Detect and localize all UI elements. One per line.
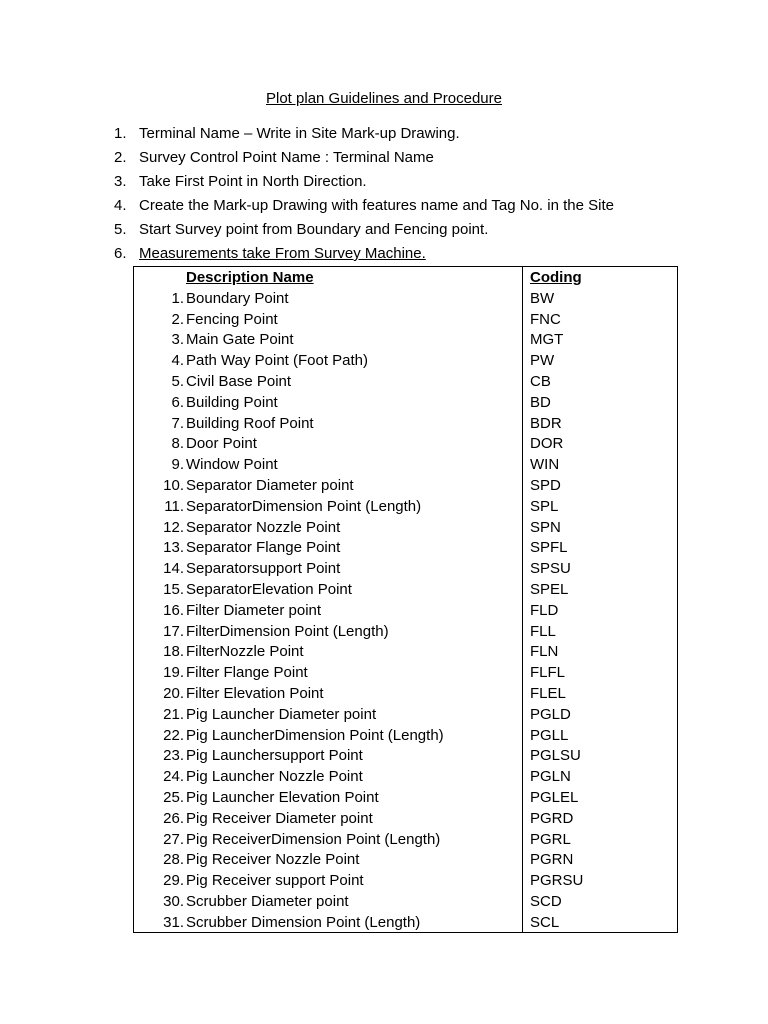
row-number: 22. <box>163 726 184 744</box>
coding-table <box>133 266 678 933</box>
procedure-step <box>114 220 714 244</box>
row-number: 21. <box>163 705 184 723</box>
row-code: FLFL <box>530 664 566 682</box>
row-number: 15. <box>163 581 184 598</box>
table-row <box>134 767 677 788</box>
row-number: 9. <box>171 456 184 474</box>
table-row <box>134 601 677 622</box>
table-row <box>134 393 677 414</box>
row-number: 24. <box>163 768 184 786</box>
row-number: 30. <box>163 893 184 910</box>
step-number: 2. <box>114 149 127 166</box>
row-number: 6. <box>171 393 184 411</box>
row-number: 3. <box>171 331 184 349</box>
row-number: 14. <box>163 560 184 578</box>
row-code: BDR <box>530 414 562 432</box>
table-row <box>134 580 677 601</box>
table-row <box>134 684 677 705</box>
row-number: 31. <box>163 913 184 931</box>
row-description: Door Point <box>186 435 257 453</box>
row-code: PGLSU <box>530 747 581 765</box>
step-text: Survey Control Point Name : Terminal Name <box>139 149 434 166</box>
row-description: FilterDimension Point (Length) <box>186 622 389 640</box>
description-header: Description Name <box>186 269 314 286</box>
row-description: FilterNozzle Point <box>186 643 304 661</box>
row-number: 7. <box>171 414 184 432</box>
row-code: SCL <box>530 913 560 931</box>
row-description: Separatorsupport Point <box>186 560 341 578</box>
row-description: SeparatorDimension Point (Length) <box>186 497 422 515</box>
table-row <box>134 892 677 913</box>
row-description: Scrubber Diameter point <box>186 893 349 910</box>
row-description: Window Point <box>186 456 278 474</box>
row-number: 27. <box>163 830 184 848</box>
row-code: PGLEL <box>530 789 579 806</box>
table-row <box>134 434 677 455</box>
table-row <box>134 726 677 747</box>
step-number: 1. <box>114 125 127 142</box>
row-description: Boundary Point <box>186 289 289 307</box>
row-code: PGLD <box>530 705 571 723</box>
table-row <box>134 372 677 393</box>
document-title: Plot plan Guidelines and Procedure <box>266 90 502 107</box>
row-code: FLD <box>530 601 559 619</box>
row-code: PGLL <box>530 726 569 744</box>
step-number: 6. <box>114 245 127 262</box>
row-description: Pig Receiver Diameter point <box>186 809 373 827</box>
row-description: Filter Diameter point <box>186 601 322 619</box>
table-row <box>134 518 677 539</box>
row-code: SPEL <box>530 581 569 598</box>
table-row <box>134 830 677 851</box>
table-row <box>134 913 677 934</box>
row-number: 12. <box>163 518 184 536</box>
row-number: 18. <box>163 643 184 661</box>
row-number: 16. <box>163 601 184 619</box>
row-number: 13. <box>163 539 184 557</box>
row-description: Path Way Point (Foot Path) <box>186 352 369 370</box>
row-number: 29. <box>163 872 184 890</box>
row-number: 4. <box>171 352 184 370</box>
row-description: Pig ReceiverDimension Point (Length) <box>186 830 441 848</box>
row-code: SPD <box>530 477 561 494</box>
table-row <box>134 850 677 871</box>
row-description: Fencing Point <box>186 310 278 328</box>
row-code: DOR <box>530 435 564 453</box>
row-code: MGT <box>530 331 564 349</box>
table-row <box>134 538 677 559</box>
table-row <box>134 642 677 663</box>
row-number: 2. <box>171 310 184 328</box>
table-row <box>134 310 677 331</box>
row-code: SPSU <box>530 560 571 578</box>
table-row <box>134 871 677 892</box>
row-description: Pig Receiver Nozzle Point <box>186 851 360 869</box>
row-code: FLN <box>530 643 559 661</box>
row-number: 28. <box>163 851 184 869</box>
coding-header: Coding <box>530 269 582 286</box>
procedure-step <box>114 244 714 268</box>
row-code: BD <box>530 393 551 411</box>
row-code: PGRSU <box>530 872 584 890</box>
row-number: 1. <box>171 289 184 307</box>
table-row <box>134 289 677 310</box>
row-description: Civil Base Point <box>186 373 292 390</box>
row-description: Scrubber Dimension Point (Length) <box>186 913 421 931</box>
row-description: Pig Launcher Diameter point <box>186 705 377 723</box>
row-description: Building Roof Point <box>186 414 314 432</box>
row-number: 26. <box>163 809 184 827</box>
row-code: PGRL <box>530 830 571 848</box>
step-text: Start Survey point from Boundary and Fencing point. <box>139 221 489 238</box>
row-code: FLEL <box>530 685 566 702</box>
step-number: 3. <box>114 173 127 190</box>
row-code: FLL <box>530 622 556 640</box>
row-code: FNC <box>530 310 561 328</box>
row-number: 17. <box>163 622 184 640</box>
row-description: Pig Launcher Elevation Point <box>186 789 379 806</box>
row-code: PGRN <box>530 851 574 869</box>
row-description: Pig Receiver support Point <box>186 872 364 890</box>
step-text: Measurements take From Survey Machine. <box>139 245 426 262</box>
table-row <box>134 351 677 372</box>
table-row <box>134 476 677 497</box>
row-code: SPL <box>530 497 559 515</box>
procedure-step <box>114 196 714 220</box>
table-row <box>134 663 677 684</box>
row-description: Main Gate Point <box>186 331 294 349</box>
table-row <box>134 455 677 476</box>
row-description: Building Point <box>186 393 278 411</box>
row-number: 8. <box>171 435 184 453</box>
step-text: Terminal Name – Write in Site Mark-up Drawing. <box>139 125 460 142</box>
row-number: 5. <box>171 373 184 390</box>
row-description: Pig Launcher Nozzle Point <box>186 768 363 786</box>
table-row <box>134 559 677 580</box>
procedure-steps-list <box>114 124 714 268</box>
row-number: 19. <box>163 664 184 682</box>
row-description: Separator Flange Point <box>186 539 341 557</box>
row-code: PGRD <box>530 809 574 827</box>
procedure-step <box>114 172 714 196</box>
row-code: SPN <box>530 518 561 536</box>
row-code: SPFL <box>530 539 568 557</box>
table-row <box>134 788 677 809</box>
step-number: 4. <box>114 197 127 214</box>
row-code: CB <box>530 373 551 390</box>
row-number: 23. <box>163 747 184 765</box>
step-number: 5. <box>114 221 127 238</box>
row-description: Filter Flange Point <box>186 664 308 682</box>
table-row <box>134 330 677 351</box>
row-description: Pig Launchersupport Point <box>186 747 363 765</box>
row-code: PGLN <box>530 768 571 786</box>
row-number: 20. <box>163 685 184 702</box>
row-code: PW <box>530 352 555 370</box>
row-number: 10. <box>163 477 184 494</box>
row-description: Filter Elevation Point <box>186 685 324 702</box>
table-row <box>134 746 677 767</box>
row-code: BW <box>530 289 555 307</box>
row-description: Separator Diameter point <box>186 477 354 494</box>
procedure-step <box>114 148 714 172</box>
table-row <box>134 622 677 643</box>
row-number: 25. <box>163 789 184 806</box>
row-code: SCD <box>530 893 562 910</box>
row-code: WIN <box>530 456 560 474</box>
row-number: 11. <box>164 497 184 515</box>
table-header-row <box>134 268 677 289</box>
table-row <box>134 497 677 518</box>
step-text: Take First Point in North Direction. <box>139 173 367 190</box>
table-row <box>134 414 677 435</box>
row-description: Separator Nozzle Point <box>186 518 341 536</box>
row-description: SeparatorElevation Point <box>186 581 352 598</box>
step-text: Create the Mark-up Drawing with features name and Tag No. in the Site <box>139 197 614 214</box>
table-row <box>134 809 677 830</box>
row-description: Pig LauncherDimension Point (Length) <box>186 726 444 744</box>
table-row <box>134 705 677 726</box>
procedure-step <box>114 124 714 148</box>
